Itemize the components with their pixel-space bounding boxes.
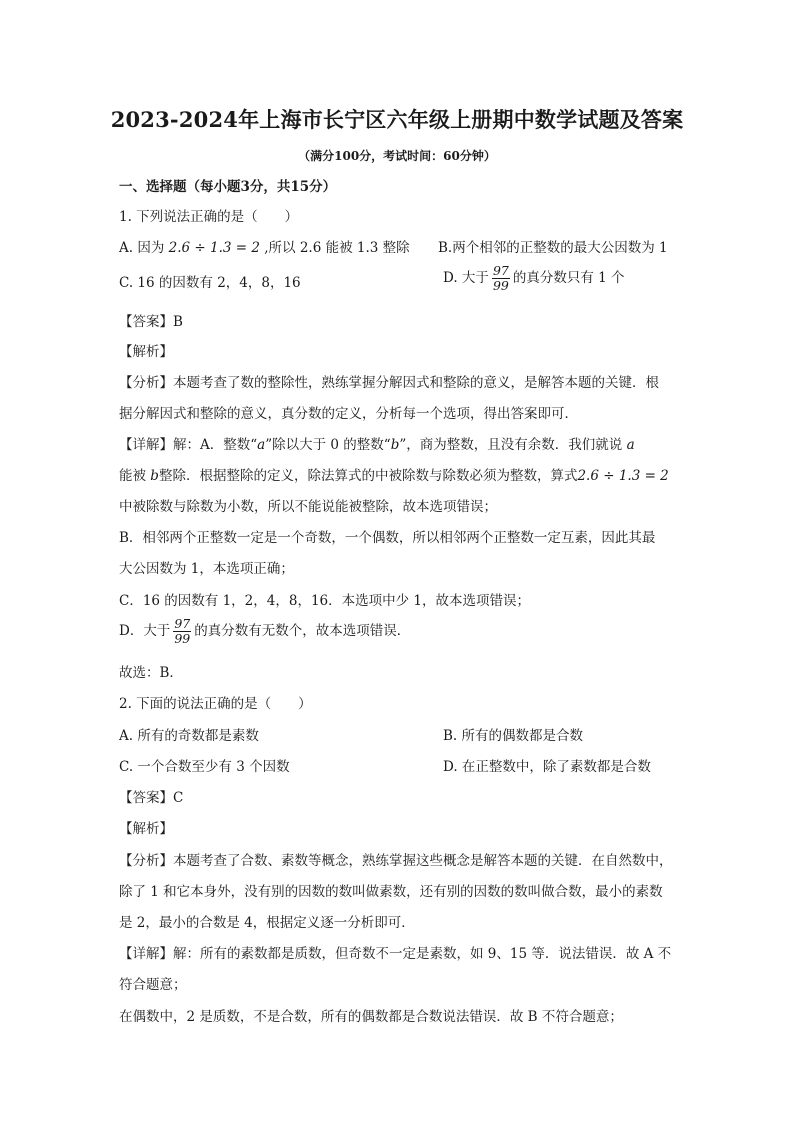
section-heading: 一、选择题（每小题3分，共15分） bbox=[119, 179, 337, 195]
q1-detail-text-7b: 的真分数有无数个，故本选项错误． bbox=[194, 623, 411, 639]
q1-option-d bbox=[443, 264, 625, 293]
q2-detail-label: 【详解】 bbox=[119, 946, 173, 962]
q1-detail-label: 【详解】 bbox=[119, 437, 173, 453]
q2-stem: 2. 下面的说法正确的是（ ） bbox=[119, 696, 312, 712]
page-subtitle: （满分100分，考试时间：60分钟） bbox=[298, 149, 496, 163]
q2-fenxi-line-2: 除了 1 和它本身外，没有别的因数的数叫做素数，还有别的因数的数叫做合数，最小的素数 bbox=[119, 884, 663, 900]
q2-fenxi-line-3: 是 2，最小的合数是 4，根据定义逐一分析即可． bbox=[119, 915, 415, 931]
fraction-numerator: 97 bbox=[492, 263, 509, 278]
fraction-denominator: 99 bbox=[492, 278, 509, 293]
q1-detail-fraction bbox=[173, 617, 191, 646]
q1-detail-line-1 bbox=[119, 436, 635, 454]
q1-fenxi-label: 【分析】 bbox=[119, 375, 173, 391]
q1-option-d-fraction bbox=[492, 264, 510, 293]
q2-answer: 【答案】C bbox=[119, 790, 184, 806]
q1-answer: 【答案】B bbox=[119, 314, 183, 330]
q2-detail-line-1 bbox=[119, 945, 671, 963]
q1-option-d-suffix: 的真分数只有 1 个 bbox=[512, 270, 625, 286]
q1-detail-text-1a: 解：A．整数“ bbox=[173, 437, 258, 453]
q1-detail-line-3: 中被除数与除数为小数，所以不能说能被整除，故本选项错误； bbox=[119, 499, 497, 515]
q2-detail-text-1: 解：所有的素数都是质数，但奇数不一定是素数，如 9、15 等．说法错误．故 A 不 bbox=[173, 946, 672, 962]
q2-option-c: C. 一个合数至少有 3 个因数 bbox=[119, 759, 290, 775]
q1-detail-line-6: C．16 的因数有 1，2，4，8，16．本选项中少 1，故本选项错误； bbox=[119, 593, 531, 609]
q2-analysis-label: 【解析】 bbox=[119, 821, 173, 837]
q1-option-a bbox=[119, 239, 410, 257]
q1-fenxi-line-2: 据分解因式和整除的意义，真分数的定义，分析每一个选项，得出答案即可． bbox=[119, 406, 578, 422]
var-b: b bbox=[390, 437, 400, 453]
q1-stem: 1. 下列说法正确的是（ ） bbox=[119, 209, 299, 225]
q1-detail-line-2 bbox=[119, 467, 669, 485]
var-a: a bbox=[626, 437, 635, 453]
q2-option-b: B. 所有的偶数都是合数 bbox=[443, 728, 584, 744]
q1-detail-text-1c: ”，商为整数，且没有余数．我们就说 bbox=[399, 437, 627, 453]
q1-option-a-suffix: ,所以 2.6 能被 1.3 整除 bbox=[264, 240, 410, 256]
q1-option-b: B.两个相邻的正整数的最大公因数为 1 bbox=[438, 240, 668, 256]
q2-option-a: A. 所有的奇数都是素数 bbox=[119, 728, 259, 744]
q1-fenxi-text-1: 本题考查了数的整除性，熟练掌握分解因式和整除的意义，是解答本题的关键．根 bbox=[173, 375, 659, 391]
q1-detail-text-2a: 能被 bbox=[119, 468, 151, 484]
q2-detail-line-3: 在偶数中，2 是质数，不是合数，所有的偶数都是合数说法错误．故 B 不符合题意； bbox=[119, 1009, 623, 1025]
fraction-denominator: 99 bbox=[174, 631, 191, 646]
q2-fenxi-label: 【分析】 bbox=[119, 853, 173, 869]
fraction-numerator: 97 bbox=[174, 616, 191, 631]
q1-detail-text-7a: D．大于 bbox=[119, 623, 171, 639]
q1-detail-line-7 bbox=[119, 617, 410, 646]
q2-fenxi-line-1 bbox=[119, 852, 673, 870]
q1-fenxi-line-1 bbox=[119, 374, 659, 392]
q1-option-d-prefix: D. 大于 bbox=[443, 270, 489, 286]
var-a: a bbox=[257, 437, 266, 453]
page-title: 2023-2024年上海市长宁区六年级上册期中数学试题及答案 bbox=[110, 107, 684, 132]
q1-analysis-label: 【解析】 bbox=[119, 344, 173, 360]
q1-choose: 故选：B． bbox=[119, 665, 183, 681]
q1-detail-line-5: 大公因数为 1，本选项正确； bbox=[119, 561, 294, 577]
q1-detail-expression: 2.6 ÷ 1.3 = 2 bbox=[577, 468, 669, 484]
q1-option-a-prefix: A. 因为 bbox=[119, 240, 165, 256]
q1-detail-text-1b: ”除以大于 0 的整数“ bbox=[265, 437, 391, 453]
q1-detail-text-2b: 整除．根据整除的定义，除法算式的中被除数与除数必须为整数，算式 bbox=[158, 468, 578, 484]
q2-fenxi-text-1: 本题考查了合数、素数等概念，熟练掌握这些概念是解答本题的关键．在自然数中， bbox=[173, 853, 673, 869]
q1-option-c: C. 16 的因数有 2，4，8，16 bbox=[119, 275, 301, 291]
q2-option-d: D. 在正整数中，除了素数都是合数 bbox=[443, 759, 651, 775]
q1-detail-line-4: B．相邻两个正整数一定是一个奇数，一个偶数，所以相邻两个正整数一定互素，因此其最 bbox=[119, 530, 656, 546]
var-b: b bbox=[150, 468, 159, 484]
q2-detail-line-2: 符合题意； bbox=[119, 977, 187, 993]
q1-option-a-expression: 2.6 ÷ 1.3 = 2 bbox=[168, 240, 260, 256]
